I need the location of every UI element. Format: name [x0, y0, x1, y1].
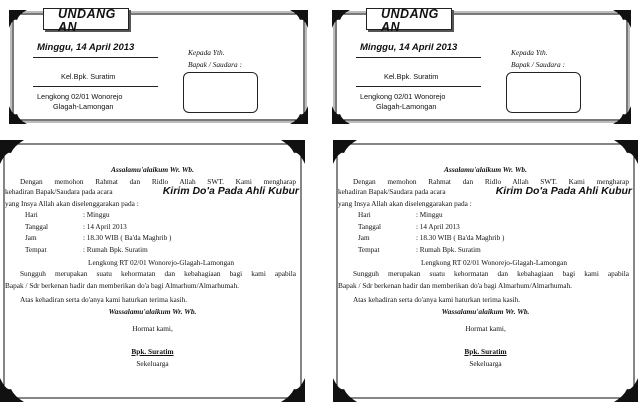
event-date: Minggu, 14 April 2013 — [37, 42, 135, 53]
sender-address-1: Lengkong 02/01 Wonorejo — [37, 92, 123, 101]
detail-key: Jam — [358, 234, 370, 242]
sender-address-2: Glagah-Lamongan — [376, 102, 437, 111]
paragraph-3: Atas kehadiran serta do'anya kami haturkan terima kasih. — [353, 295, 521, 304]
sender-name: Kel.Bpk. Suratim — [384, 72, 439, 81]
paragraph-1-line-c: yang Insya Allah akan diselenggarakan pada : — [338, 199, 472, 208]
detail-value: : Rumah Bpk. Suratim — [83, 246, 148, 254]
event-date: Minggu, 14 April 2013 — [360, 42, 458, 53]
detail-key: Tanggal — [25, 223, 49, 231]
paragraph-1-line-a: Dengan memohon Rahmat dan Ridlo Allah SWT. Kami mengharap — [20, 177, 296, 186]
detail-value: : 14 April 2013 — [416, 223, 460, 231]
paragraph-2-line-b: Bapak / Sdr berkenan hadir dan memberikan do'a bagi Almarhum/Almarhumah. — [338, 281, 572, 290]
recipient-label-1: Kepada Yth. — [188, 48, 225, 57]
paragraph-2-line-a: Sungguh merupakan suatu kehormatan dan kebahagiaan bagi kami apabila — [353, 269, 629, 278]
signer-family: Sekeluarga — [469, 359, 502, 368]
paragraph-3: Atas kehadiran serta do'anya kami haturkan terima kasih. — [20, 295, 188, 304]
paragraph-1-line-a: Dengan memohon Rahmat dan Ridlo Allah SWT. Kami mengharap — [353, 177, 629, 186]
divider — [33, 86, 158, 87]
stamp-box — [183, 72, 258, 113]
detail-key: Jam — [25, 234, 37, 242]
event-name: Kirim Do'a Pada Ahli Kubur — [162, 185, 299, 197]
envelope-card-right — [330, 8, 633, 126]
detail-key: Hari — [358, 211, 371, 219]
detail-value: : 18.30 WIB ( Ba'da Maghrib ) — [416, 234, 505, 242]
detail-key: Hari — [25, 211, 38, 219]
detail-key: Tempat — [358, 246, 380, 254]
signer-name: Bpk. Suratim — [464, 347, 507, 356]
letter-card-left — [0, 140, 305, 402]
detail-value: : 18.30 WIB ( Ba'da Maghrib ) — [83, 234, 172, 242]
detail-value: : 14 April 2013 — [83, 223, 127, 231]
divider — [356, 86, 481, 87]
opening-greeting: Assalamu'alaikum Wr. Wb. — [444, 165, 527, 174]
detail-value: : Rumah Bpk. Suratim — [416, 246, 481, 254]
detail-value: : Minggu — [416, 211, 443, 219]
sender-name: Kel.Bpk. Suratim — [61, 72, 116, 81]
place-continued: Lengkong RT 02/01 Wonorejo-Glagah-Lamongan — [421, 258, 568, 267]
paragraph-1-text: kehadiran Bapak/Saudara pada acara — [5, 187, 113, 196]
title-banner — [366, 7, 452, 34]
recipient-label-1: Kepada Yth. — [511, 48, 548, 57]
signer-name: Bpk. Suratim — [131, 347, 174, 356]
closing-greeting: Wassalamu'alaikum Wr. Wb. — [441, 307, 530, 316]
detail-value: : Minggu — [83, 211, 110, 219]
opening-greeting: Assalamu'alaikum Wr. Wb. — [111, 165, 194, 174]
closing-greeting: Wassalamu'alaikum Wr. Wb. — [108, 307, 197, 316]
title-text: UNDANGAN — [381, 7, 439, 34]
paragraph-1-line-b — [338, 187, 632, 196]
recipient-label-2: Bapak / Saudara : — [511, 60, 565, 69]
stamp-box — [506, 72, 581, 113]
envelope-card-left — [7, 8, 310, 126]
divider — [356, 57, 481, 58]
divider — [33, 57, 158, 58]
sender-address-1: Lengkong 02/01 Wonorejo — [360, 92, 446, 101]
signer-family: Sekeluarga — [136, 359, 169, 368]
regards: Hormat kami, — [132, 324, 173, 333]
paragraph-1-line-b — [5, 187, 299, 196]
sender-address-2: Glagah-Lamongan — [53, 102, 114, 111]
detail-key: Tanggal — [358, 223, 382, 231]
paragraph-2-line-a: Sungguh merupakan suatu kehormatan dan kebahagiaan bagi kami apabila — [20, 269, 296, 278]
paragraph-1-text: kehadiran Bapak/Saudara pada acara — [338, 187, 446, 196]
recipient-label-2: Bapak / Saudara : — [188, 60, 242, 69]
title-banner — [43, 7, 129, 34]
regards: Hormat kami, — [465, 324, 506, 333]
place-continued: Lengkong RT 02/01 Wonorejo-Glagah-Lamongan — [88, 258, 235, 267]
title-text: UNDANGAN — [58, 7, 116, 34]
detail-key: Tempat — [25, 246, 47, 254]
letter-card-right — [333, 140, 638, 402]
paragraph-2-line-b: Bapak / Sdr berkenan hadir dan memberikan do'a bagi Almarhum/Almarhumah. — [5, 281, 239, 290]
event-name: Kirim Do'a Pada Ahli Kubur — [495, 185, 632, 197]
paragraph-1-line-c: yang Insya Allah akan diselenggarakan pada : — [5, 199, 139, 208]
